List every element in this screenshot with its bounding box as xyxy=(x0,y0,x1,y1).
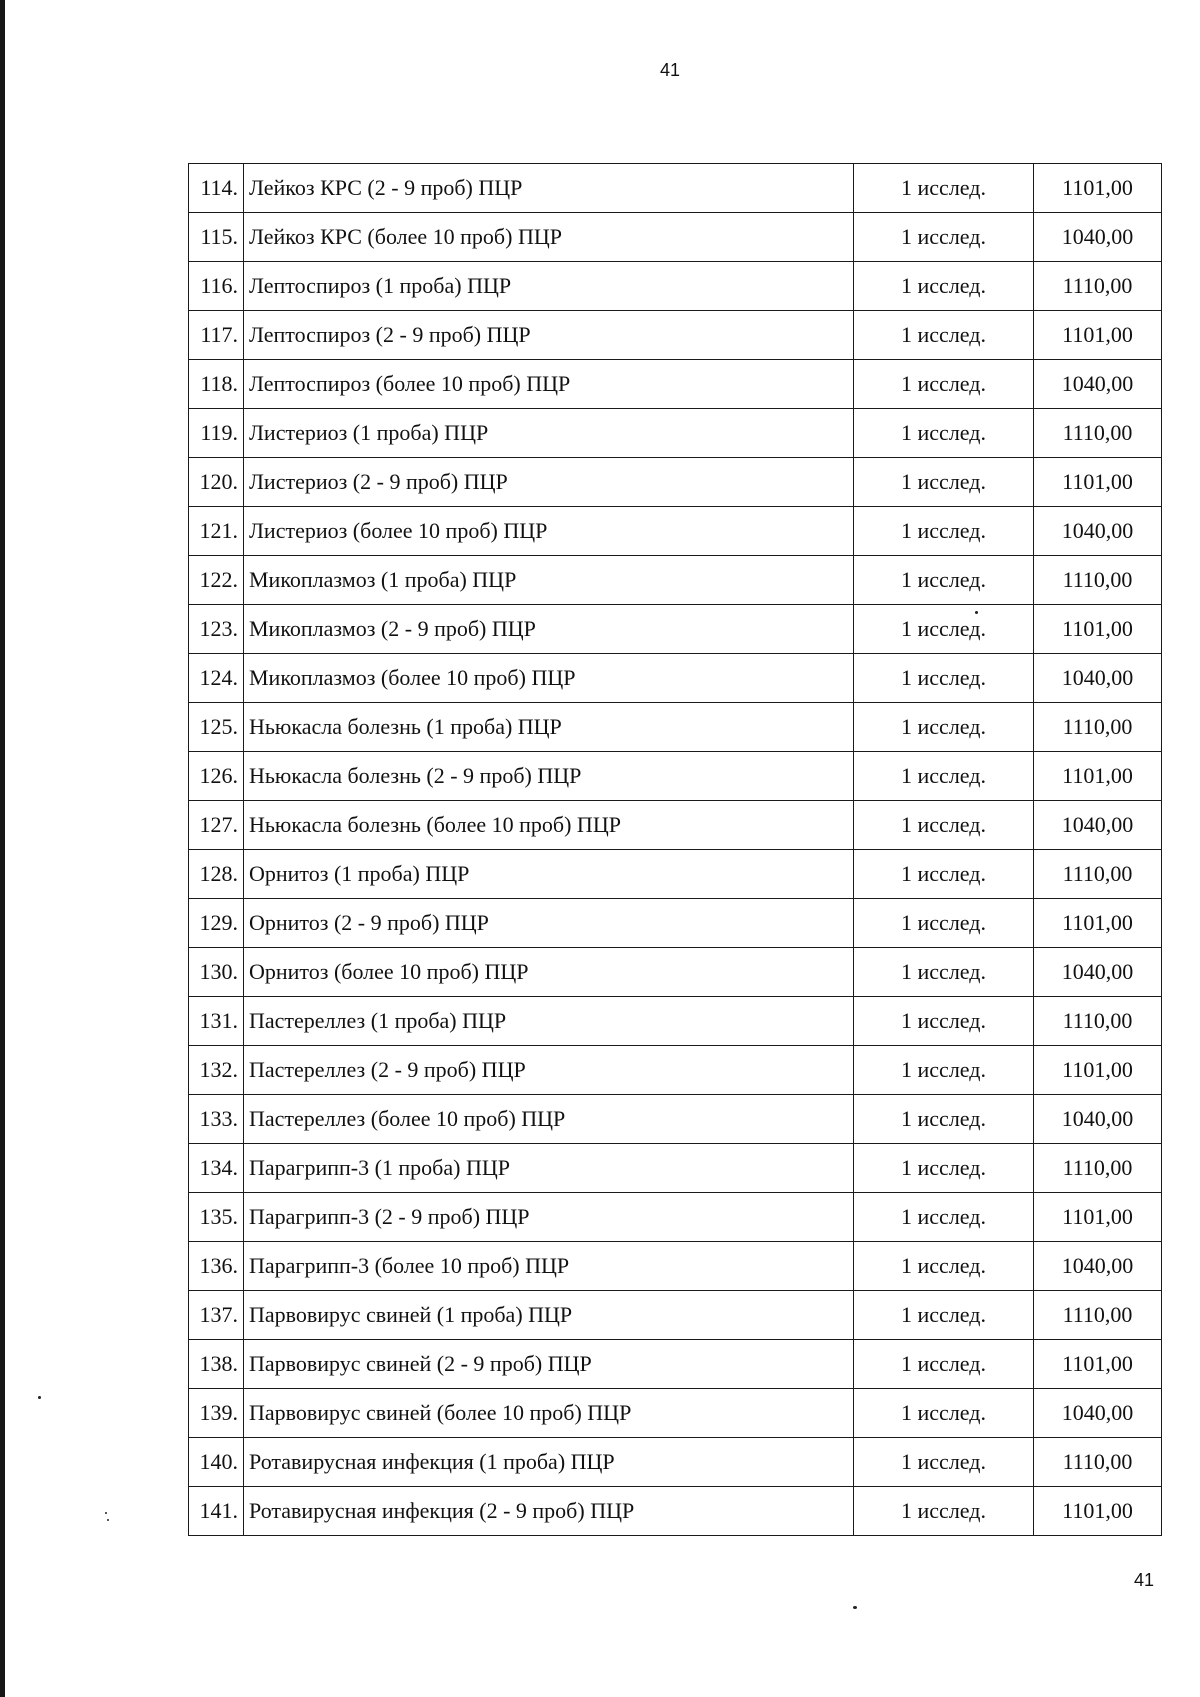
service-name: Листериоз (более 10 проб) ПЦР xyxy=(244,507,854,556)
row-number: 121. xyxy=(189,507,244,556)
unit-of-measure: 1 исслед. xyxy=(854,1144,1034,1193)
row-number: 124. xyxy=(189,654,244,703)
row-number: 126. xyxy=(189,752,244,801)
service-name: Микоплазмоз (2 - 9 проб) ПЦР xyxy=(244,605,854,654)
service-name: Микоплазмоз (более 10 проб) ПЦР xyxy=(244,654,854,703)
table-row xyxy=(189,507,1162,556)
price-value: 1040,00 xyxy=(1034,1242,1162,1291)
service-name: Листериоз (1 проба) ПЦР xyxy=(244,409,854,458)
service-name: Парвовирус свиней (2 - 9 проб) ПЦР xyxy=(244,1340,854,1389)
price-value: 1040,00 xyxy=(1034,213,1162,262)
unit-of-measure: 1 исслед. xyxy=(854,703,1034,752)
price-value: 1110,00 xyxy=(1034,1291,1162,1340)
row-number: 130. xyxy=(189,948,244,997)
table-row xyxy=(189,311,1162,360)
unit-of-measure: 1 исслед. xyxy=(854,1193,1034,1242)
row-number: 120. xyxy=(189,458,244,507)
service-name: Парагрипп-3 (2 - 9 проб) ПЦР xyxy=(244,1193,854,1242)
unit-of-measure: 1 исслед. xyxy=(854,458,1034,507)
table-row xyxy=(189,801,1162,850)
table-row xyxy=(189,1242,1162,1291)
table-row xyxy=(189,262,1162,311)
unit-of-measure: 1 исслед. xyxy=(854,850,1034,899)
service-name: Лептоспироз (2 - 9 проб) ПЦР xyxy=(244,311,854,360)
service-name: Орнитоз (1 проба) ПЦР xyxy=(244,850,854,899)
unit-of-measure: 1 исслед. xyxy=(854,1438,1034,1487)
unit-of-measure: 1 исслед. xyxy=(854,997,1034,1046)
table-row xyxy=(189,654,1162,703)
service-name: Пастереллез (более 10 проб) ПЦР xyxy=(244,1095,854,1144)
scan-edge-shadow xyxy=(0,0,5,1697)
service-name: Ротавирусная инфекция (1 проба) ПЦР xyxy=(244,1438,854,1487)
table-row xyxy=(189,850,1162,899)
row-number: 119. xyxy=(189,409,244,458)
table-row xyxy=(189,409,1162,458)
unit-of-measure: 1 исслед. xyxy=(854,262,1034,311)
table-row xyxy=(189,1291,1162,1340)
table-row xyxy=(189,997,1162,1046)
table-row xyxy=(189,458,1162,507)
table-row xyxy=(189,703,1162,752)
unit-of-measure: 1 исслед. xyxy=(854,1340,1034,1389)
row-number: 136. xyxy=(189,1242,244,1291)
unit-of-measure: 1 исслед. xyxy=(854,164,1034,213)
price-value: 1101,00 xyxy=(1034,311,1162,360)
row-number: 132. xyxy=(189,1046,244,1095)
price-value: 1110,00 xyxy=(1034,262,1162,311)
price-value: 1110,00 xyxy=(1034,1438,1162,1487)
row-number: 117. xyxy=(189,311,244,360)
unit-of-measure: 1 исслед. xyxy=(854,1291,1034,1340)
table-row xyxy=(189,213,1162,262)
price-value: 1110,00 xyxy=(1034,556,1162,605)
price-value: 1040,00 xyxy=(1034,1095,1162,1144)
price-table-body xyxy=(189,164,1162,1536)
price-value: 1101,00 xyxy=(1034,605,1162,654)
scan-speck xyxy=(975,611,978,614)
service-name: Парагрипп-3 (более 10 проб) ПЦР xyxy=(244,1242,854,1291)
unit-of-measure: 1 исслед. xyxy=(854,1487,1034,1536)
table-row xyxy=(189,1487,1162,1536)
service-name: Лейкоз КРС (2 - 9 проб) ПЦР xyxy=(244,164,854,213)
price-value: 1101,00 xyxy=(1034,752,1162,801)
price-value: 1040,00 xyxy=(1034,507,1162,556)
price-value: 1040,00 xyxy=(1034,360,1162,409)
service-name: Лептоспироз (более 10 проб) ПЦР xyxy=(244,360,854,409)
price-value: 1040,00 xyxy=(1034,1389,1162,1438)
row-number: 116. xyxy=(189,262,244,311)
row-number: 123. xyxy=(189,605,244,654)
row-number: 125. xyxy=(189,703,244,752)
price-value: 1101,00 xyxy=(1034,1487,1162,1536)
table-row xyxy=(189,1144,1162,1193)
price-value: 1110,00 xyxy=(1034,1144,1162,1193)
service-name: Микоплазмоз (1 проба) ПЦР xyxy=(244,556,854,605)
price-value: 1110,00 xyxy=(1034,850,1162,899)
row-number: 131. xyxy=(189,997,244,1046)
price-value: 1110,00 xyxy=(1034,703,1162,752)
table-row xyxy=(189,1438,1162,1487)
row-number: 127. xyxy=(189,801,244,850)
unit-of-measure: 1 исслед. xyxy=(854,311,1034,360)
table-row xyxy=(189,360,1162,409)
unit-of-measure: 1 исслед. xyxy=(854,948,1034,997)
table-row xyxy=(189,164,1162,213)
unit-of-measure: 1 исслед. xyxy=(854,654,1034,703)
row-number: 134. xyxy=(189,1144,244,1193)
table-row xyxy=(189,605,1162,654)
row-number: 133. xyxy=(189,1095,244,1144)
service-name: Парагрипп-3 (1 проба) ПЦР xyxy=(244,1144,854,1193)
row-number: 139. xyxy=(189,1389,244,1438)
service-name: Орнитоз (2 - 9 проб) ПЦР xyxy=(244,899,854,948)
service-name: Парвовирус свиней (более 10 проб) ПЦР xyxy=(244,1389,854,1438)
table-row xyxy=(189,1193,1162,1242)
price-value: 1040,00 xyxy=(1034,654,1162,703)
unit-of-measure: 1 исслед. xyxy=(854,1046,1034,1095)
price-value: 1101,00 xyxy=(1034,164,1162,213)
row-number: 122. xyxy=(189,556,244,605)
price-value: 1110,00 xyxy=(1034,997,1162,1046)
service-name: Лептоспироз (1 проба) ПЦР xyxy=(244,262,854,311)
unit-of-measure: 1 исслед. xyxy=(854,213,1034,262)
service-name: Пастереллез (2 - 9 проб) ПЦР xyxy=(244,1046,854,1095)
table-row xyxy=(189,1340,1162,1389)
unit-of-measure: 1 исслед. xyxy=(854,1242,1034,1291)
service-name: Ньюкасла болезнь (1 проба) ПЦР xyxy=(244,703,854,752)
service-name: Ротавирусная инфекция (2 - 9 проб) ПЦР xyxy=(244,1487,854,1536)
row-number: 137. xyxy=(189,1291,244,1340)
unit-of-measure: 1 исслед. xyxy=(854,1095,1034,1144)
service-name: Ньюкасла болезнь (более 10 проб) ПЦР xyxy=(244,801,854,850)
price-value: 1101,00 xyxy=(1034,899,1162,948)
unit-of-measure: 1 исслед. xyxy=(854,360,1034,409)
price-table xyxy=(188,163,1162,1536)
unit-of-measure: 1 исслед. xyxy=(854,507,1034,556)
price-value: 1101,00 xyxy=(1034,458,1162,507)
page-number-bottom: 41 xyxy=(1133,1570,1154,1590)
price-value: 1101,00 xyxy=(1034,1193,1162,1242)
scan-speck xyxy=(107,1519,109,1521)
price-value: 1040,00 xyxy=(1034,801,1162,850)
row-number: 138. xyxy=(189,1340,244,1389)
unit-of-measure: 1 исслед. xyxy=(854,556,1034,605)
unit-of-measure: 1 исслед. xyxy=(854,605,1034,654)
row-number: 141. xyxy=(189,1487,244,1536)
service-name: Орнитоз (более 10 проб) ПЦР xyxy=(244,948,854,997)
row-number: 114. xyxy=(189,164,244,213)
service-name: Листериоз (2 - 9 проб) ПЦР xyxy=(244,458,854,507)
unit-of-measure: 1 исслед. xyxy=(854,801,1034,850)
table-row xyxy=(189,1095,1162,1144)
row-number: 140. xyxy=(189,1438,244,1487)
service-name: Пастереллез (1 проба) ПЦР xyxy=(244,997,854,1046)
table-row xyxy=(189,1046,1162,1095)
table-row xyxy=(189,752,1162,801)
page-number-top: 41 xyxy=(659,60,681,80)
scan-speck xyxy=(38,1396,41,1399)
row-number: 128. xyxy=(189,850,244,899)
row-number: 118. xyxy=(189,360,244,409)
table-row xyxy=(189,948,1162,997)
row-number: 115. xyxy=(189,213,244,262)
unit-of-measure: 1 исслед. xyxy=(854,899,1034,948)
price-value: 1110,00 xyxy=(1034,409,1162,458)
scan-speck xyxy=(105,1512,107,1514)
table-row xyxy=(189,556,1162,605)
price-value: 1101,00 xyxy=(1034,1046,1162,1095)
row-number: 129. xyxy=(189,899,244,948)
table-row xyxy=(189,899,1162,948)
price-value: 1040,00 xyxy=(1034,948,1162,997)
service-name: Ньюкасла болезнь (2 - 9 проб) ПЦР xyxy=(244,752,854,801)
price-value: 1101,00 xyxy=(1034,1340,1162,1389)
unit-of-measure: 1 исслед. xyxy=(854,752,1034,801)
unit-of-measure: 1 исслед. xyxy=(854,1389,1034,1438)
service-name: Парвовирус свиней (1 проба) ПЦР xyxy=(244,1291,854,1340)
service-name: Лейкоз КРС (более 10 проб) ПЦР xyxy=(244,213,854,262)
row-number: 135. xyxy=(189,1193,244,1242)
unit-of-measure: 1 исслед. xyxy=(854,409,1034,458)
table-row xyxy=(189,1389,1162,1438)
scan-speck xyxy=(853,1606,857,1609)
